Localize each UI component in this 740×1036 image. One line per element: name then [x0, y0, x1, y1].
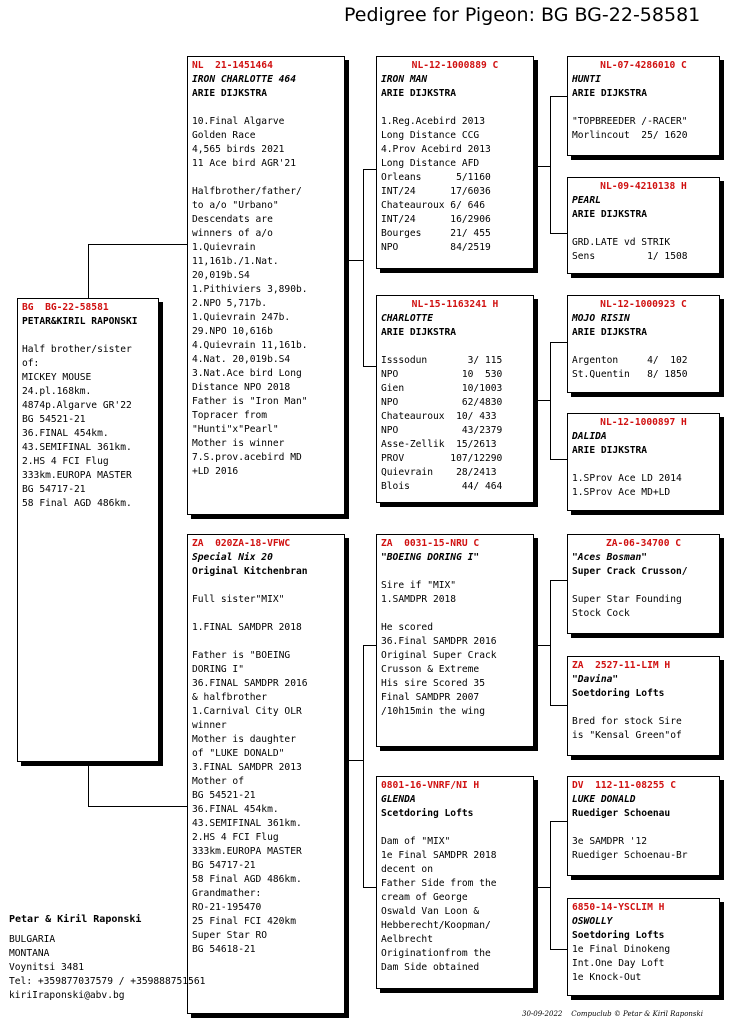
owner-name: ARIE DIJKSTRA	[572, 445, 648, 456]
text-line: 1.Reg.Acebird 2013	[381, 116, 485, 127]
text-line: 3e SAMDPR '12	[572, 836, 648, 847]
text-line: 58 Final AGD 486km.	[22, 498, 132, 509]
text-line: MONTANA	[9, 948, 50, 959]
text-line: Golden Race	[192, 130, 256, 141]
text-line: to a/o "Urbano"	[192, 200, 279, 211]
performance-lines	[381, 821, 529, 975]
text-line	[381, 340, 529, 354]
text-line: 10.Final Algarve	[192, 116, 285, 127]
pigeon-card-sire-dam[interactable]	[376, 295, 534, 503]
owner-name: ARIE DIJKSTRA	[572, 209, 648, 220]
owner-name: ARIE DIJKSTRA	[572, 88, 648, 99]
text-line: Orleans 5/1160	[381, 172, 491, 183]
connector	[550, 821, 551, 949]
connector	[550, 580, 568, 581]
owner-name: PETAR&KIRIL RAPONSKI	[22, 316, 138, 327]
text-line: 1.SAMDPR 2018	[381, 594, 457, 605]
text-line: Aelbrecht	[381, 934, 433, 945]
text-line: Final SAMDPR 2007	[381, 692, 480, 703]
text-line: Chateauroux 6/ 646	[381, 200, 485, 211]
text-line	[192, 579, 340, 593]
ring-number: BG BG-22-58581	[22, 302, 109, 313]
text-line	[572, 458, 715, 472]
text-line: 4874p.Algarve GR'22	[22, 400, 132, 411]
text-line	[572, 101, 715, 115]
text-line: Hebberecht/Koopman/	[381, 920, 491, 931]
pigeon-name: "Davina"	[572, 674, 619, 685]
text-line: INT/24 16/2906	[381, 214, 491, 225]
text-line: Tel: +359877037579 / +359888751561	[9, 976, 206, 987]
text-line: 36.FINAL SAMDPR 2016	[192, 678, 308, 689]
text-line: 333km.EUROPA MASTER	[192, 846, 302, 857]
connector	[550, 96, 551, 233]
text-line: BG 54521-21	[192, 790, 256, 801]
pigeon-name: "BOEING DORING I"	[381, 552, 480, 563]
text-line: 4.Quievrain 11,161b.	[192, 340, 308, 351]
text-line: 4.Prov Acebird 2013	[381, 144, 491, 155]
breeder-contact	[9, 933, 205, 1003]
text-line	[572, 821, 715, 835]
pigeon-card-dam-dam[interactable]	[376, 776, 534, 989]
pigeon-name: MOJO RISIN	[572, 313, 630, 324]
text-line: Mother of	[192, 776, 244, 787]
breeder-info	[9, 913, 205, 1003]
text-line	[381, 101, 529, 115]
ring-number: 0801-16-VNRF/NI H	[381, 780, 480, 791]
text-line: BG 54717-21	[22, 484, 86, 495]
text-line: BG 54521-21	[22, 414, 86, 425]
performance-lines	[381, 101, 529, 255]
text-line: Stock Cock	[572, 608, 630, 619]
ring-number: 6850-14-YSCLIM H	[572, 902, 665, 913]
performance-lines	[192, 579, 340, 957]
connector	[88, 806, 187, 807]
pigeon-card-sdd[interactable]	[567, 413, 720, 511]
ring-number: NL-07-4286010 C	[600, 60, 687, 71]
connector	[536, 645, 551, 646]
connector	[363, 169, 364, 366]
ring-number: NL-12-1000889 C	[411, 60, 499, 71]
text-line: /10h15min the wing	[381, 706, 485, 717]
text-line: BULGARIA	[9, 934, 56, 945]
text-line	[572, 340, 715, 354]
text-line: Original Super Crack	[381, 650, 497, 661]
text-line: Topracer from	[192, 410, 268, 421]
pigeon-card-sss[interactable]	[567, 56, 720, 156]
connector	[346, 760, 364, 761]
connector	[536, 400, 551, 401]
text-line: 1.Quievrain	[192, 242, 256, 253]
text-line: Half brother/sister	[22, 344, 132, 355]
text-line: of "LUKE DONALD"	[192, 748, 285, 759]
performance-lines	[572, 458, 715, 500]
text-line: 1.Pithiviers 3,890b.	[192, 284, 308, 295]
text-line: NPO 43/2379	[381, 425, 503, 436]
connector	[550, 233, 568, 234]
pigeon-card-dam[interactable]	[187, 534, 345, 1014]
text-line: +LD 2016	[192, 466, 239, 477]
text-line: Chateauroux 10/ 433	[381, 411, 497, 422]
text-line	[572, 579, 715, 593]
breeder-name: Petar & Kiril Raponski	[9, 914, 142, 925]
performance-lines	[381, 565, 529, 719]
text-line: 2.HS 4 FCI Flug	[22, 456, 109, 467]
text-line	[381, 607, 529, 621]
text-line: 43.SEMIFINAL 361km.	[22, 442, 132, 453]
performance-lines	[572, 943, 715, 985]
owner-name: Super Crack Crusson/	[572, 566, 688, 577]
text-line: 36.FINAL 454km.	[22, 428, 109, 439]
text-line: Argenton 4/ 102	[572, 355, 688, 366]
text-line: Grandmather:	[192, 888, 262, 899]
text-line: BG 54618-21	[192, 944, 256, 955]
text-line: 43.SEMIFINAL 361km.	[192, 818, 302, 829]
text-line: "TOPBREEDER /-RACER"	[572, 116, 688, 127]
ring-number: NL-12-1000897 H	[600, 417, 687, 428]
connector	[536, 166, 551, 167]
text-line: Mother is daughter	[192, 734, 296, 745]
text-line: Bourges 21/ 455	[381, 228, 491, 239]
text-line: 1e Final Dinokeng	[572, 944, 671, 955]
connector	[346, 260, 364, 261]
text-line: His sire Scored 35	[381, 678, 485, 689]
text-line: kiriIraponski@abv.bg	[9, 990, 125, 1001]
text-line: Asse-Zellik 15/2613	[381, 439, 497, 450]
pigeon-name: "Aces Bosman"	[572, 552, 648, 563]
pigeon-name: IRON MAN	[381, 74, 428, 85]
pigeon-card-dsd[interactable]	[567, 656, 720, 756]
ring-number: NL-09-4210138 H	[600, 181, 687, 192]
text-line: 25 Final FCI 420km	[192, 916, 296, 927]
text-line: Blois 44/ 464	[381, 481, 503, 492]
text-line: 333km.EUROPA MASTER	[22, 470, 132, 481]
text-line: 29.NPO 10,616b	[192, 326, 273, 337]
connector	[550, 342, 568, 343]
performance-lines	[381, 340, 529, 494]
text-line: 3.FINAL SAMDPR 2013	[192, 762, 302, 773]
text-line: NPO 62/4830	[381, 397, 503, 408]
text-line: Descendats are	[192, 214, 273, 225]
text-line: Gien 10/1003	[381, 383, 503, 394]
pigeon-name: LUKE DONALD	[572, 794, 636, 805]
text-line: BG 54717-21	[192, 860, 256, 871]
text-line: Morlincout 25/ 1620	[572, 130, 688, 141]
text-line	[192, 635, 340, 649]
text-line: St.Quentin 8/ 1850	[572, 369, 688, 380]
connector	[550, 459, 568, 460]
owner-name: ARIE DIJKSTRA	[381, 88, 457, 99]
text-line: Mother is winner	[192, 438, 285, 449]
ring-number: NL 21-1451464	[192, 60, 273, 71]
text-line: 1.Carnival City OLR	[192, 706, 302, 717]
text-line: 1.FINAL SAMDPR 2018	[192, 622, 302, 633]
ring-number: NL-12-1000923 C	[600, 299, 687, 310]
text-line: Father is "BOEING	[192, 650, 291, 661]
connector	[363, 366, 377, 367]
connector	[88, 762, 89, 806]
text-line: Sens 1/ 1508	[572, 251, 688, 262]
performance-lines	[22, 329, 154, 511]
text-line: Super Star RO	[192, 930, 268, 941]
text-line	[381, 565, 529, 579]
text-line	[192, 101, 340, 115]
pigeon-card-dss[interactable]	[567, 534, 720, 634]
text-line: 1.SProv Ace MD+LD	[572, 487, 671, 498]
connector	[88, 244, 89, 300]
text-line: 4,565 birds 2021	[192, 144, 285, 155]
pigeon-name: DALIDA	[572, 431, 607, 442]
owner-name: Original Kitchenbran	[192, 566, 308, 577]
text-line: INT/24 17/6036	[381, 186, 491, 197]
text-line: is "Kensal Green"of	[572, 730, 682, 741]
text-line: "Hunti"x"Pearl"	[192, 424, 279, 435]
text-line: Crusson & Extreme	[381, 664, 480, 675]
text-line: 3.Nat.Ace bird Long	[192, 368, 302, 379]
pigeon-card-sire[interactable]	[187, 56, 345, 515]
pigeon-name: HUNTI	[572, 74, 601, 85]
text-line: 58 Final AGD 486km.	[192, 874, 302, 885]
text-line: RO-21-195470	[192, 902, 262, 913]
text-line: cream of George	[381, 892, 468, 903]
text-line	[192, 607, 340, 621]
text-line: Father Side from the	[381, 878, 497, 889]
text-line: winner	[192, 720, 227, 731]
text-line: Ruediger Schoenau-Br	[572, 850, 688, 861]
owner-name: Scetdoring Lofts	[381, 808, 474, 819]
text-line: He scored	[381, 622, 433, 633]
text-line: Oswald Van Loon &	[381, 906, 480, 917]
pigeon-name: Special Nix 20	[192, 552, 273, 563]
text-line: 36.Final SAMDPR 2016	[381, 636, 497, 647]
text-line: Full sister"MIX"	[192, 594, 285, 605]
pigeon-name: GLENDA	[381, 794, 416, 805]
pigeon-card-sire-sire[interactable]	[376, 56, 534, 269]
text-line: NPO 10 530	[381, 369, 503, 380]
connector	[550, 705, 568, 706]
text-line: 4.Nat. 20,019b.S4	[192, 354, 291, 365]
pigeon-name: OSWOLLY	[572, 916, 613, 927]
performance-lines	[572, 340, 715, 382]
text-line: 11 Ace bird AGR'21	[192, 158, 296, 169]
performance-lines	[572, 101, 715, 143]
text-line: Originationfrom the	[381, 948, 491, 959]
text-line: Super Star Founding	[572, 594, 682, 605]
owner-name: ARIE DIJKSTRA	[572, 327, 648, 338]
page-title: Pedigree for Pigeon: BG BG-22-58581	[344, 4, 701, 26]
owner-name: ARIE DIJKSTRA	[192, 88, 268, 99]
text-line: DORING I"	[192, 664, 244, 675]
text-line: Distance NPO 2018	[192, 382, 291, 393]
text-line: 1e Knock-Out	[572, 972, 642, 983]
pigeon-card-subject[interactable]	[17, 298, 159, 762]
connector	[536, 887, 551, 888]
connector	[550, 580, 551, 705]
pigeon-card-ssd[interactable]	[567, 177, 720, 274]
ring-number: ZA 020ZA-18-VFWC	[192, 538, 291, 549]
text-line: 7.S.prov.acebird MD	[192, 452, 302, 463]
connector	[363, 887, 377, 888]
text-line: 1.SProv Ace LD 2014	[572, 473, 682, 484]
text-line: 20,019b.S4	[192, 270, 250, 281]
connector	[363, 169, 377, 170]
pigeon-card-dds[interactable]	[567, 776, 720, 876]
print-stamp: 30-09-2022 Compuclub © Petar & Kiril Raponski	[522, 1010, 704, 1018]
text-line: 36.FINAL 454km.	[192, 804, 279, 815]
text-line: Long Distance CCG	[381, 130, 480, 141]
connector	[363, 645, 377, 646]
owner-name: Soetdoring Lofts	[572, 930, 665, 941]
ring-number: DV 112-11-08255 C	[572, 780, 676, 791]
pigeon-card-ddd[interactable]	[567, 898, 720, 996]
connector	[363, 645, 364, 887]
ring-number: ZA 2527-11-LIM H	[572, 660, 671, 671]
owner-name: Ruediger Schoenau	[572, 808, 671, 819]
text-line: 1.Quievrain 247b.	[192, 312, 291, 323]
text-line	[381, 821, 529, 835]
text-line: Dam Side obtained	[381, 962, 480, 973]
performance-lines	[572, 579, 715, 621]
pigeon-card-sds[interactable]	[567, 295, 720, 393]
text-line: Int.One Day Loft	[572, 958, 665, 969]
text-line: of:	[22, 358, 40, 369]
pigeon-name: CHARLOTTE	[381, 313, 433, 324]
text-line	[192, 171, 340, 185]
text-line	[22, 329, 154, 343]
text-line: 2.NPO 5,717b.	[192, 298, 268, 309]
text-line: Long Distance AFD	[381, 158, 480, 169]
text-line	[572, 701, 715, 715]
ring-number: ZA 0031-15-NRU C	[381, 538, 480, 549]
ring-number: ZA-06-34700 C	[605, 538, 682, 549]
owner-name: ARIE DIJKSTRA	[381, 327, 457, 338]
performance-lines	[572, 222, 715, 264]
text-line: GRD.LATE vd STRIK	[572, 237, 671, 248]
text-line: Bred for stock Sire	[572, 716, 682, 727]
text-line	[572, 222, 715, 236]
text-line: & halfbrother	[192, 692, 268, 703]
performance-lines	[192, 101, 340, 479]
text-line: winners of a/o	[192, 228, 273, 239]
text-line: Halfbrother/father/	[192, 186, 302, 197]
connector	[88, 244, 187, 245]
text-line: Father is "Iron Man"	[192, 396, 308, 407]
text-line: Dam of "MIX"	[381, 836, 451, 847]
text-line: decent on	[381, 864, 433, 875]
connector	[550, 821, 568, 822]
pigeon-name: PEARL	[572, 195, 601, 206]
text-line: Isssodun 3/ 115	[381, 355, 503, 366]
text-line: Voynitsi 3481	[9, 962, 85, 973]
ring-number: NL-15-1163241 H	[411, 299, 499, 310]
owner-name: Soetdoring Lofts	[572, 688, 665, 699]
pigeon-card-dam-sire[interactable]	[376, 534, 534, 747]
text-line: Sire if "MIX"	[381, 580, 457, 591]
text-line: PROV 107/12290	[381, 453, 503, 464]
text-line: 11,161b./1.Nat.	[192, 256, 279, 267]
text-line: 1e Final SAMDPR 2018	[381, 850, 497, 861]
text-line: 2.HS 4 FCI Flug	[192, 832, 279, 843]
connector	[550, 949, 568, 950]
pigeon-name: IRON CHARLOTTE 464	[192, 74, 296, 85]
text-line: Quievrain 28/2413	[381, 467, 497, 478]
text-line: 24.pl.168km.	[22, 386, 92, 397]
text-line: MICKEY MOUSE	[22, 372, 92, 383]
performance-lines	[572, 701, 715, 743]
connector	[550, 96, 568, 97]
performance-lines	[572, 821, 715, 863]
text-line: NPO 84/2519	[381, 242, 491, 253]
